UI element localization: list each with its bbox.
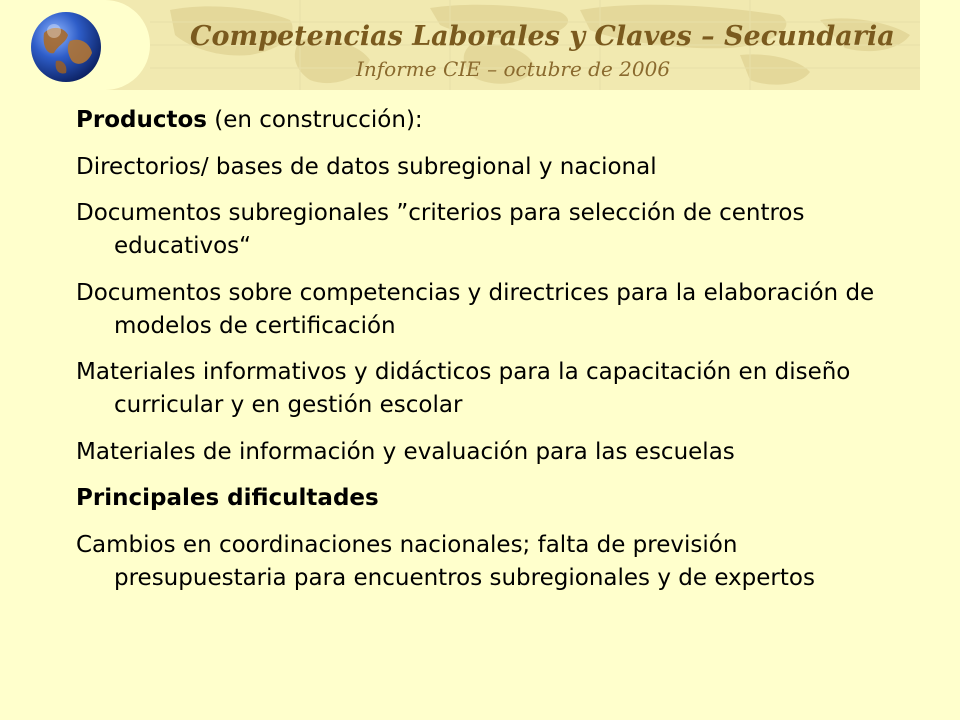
products-heading-rest: (en construcción): [206, 107, 423, 133]
product-item-4: Materiales informativos y didácticos para la capacitación en diseño curricular y en gestión escolar [76, 359, 851, 418]
products-heading-bold: Productos [76, 107, 207, 133]
slide-body [76, 104, 916, 595]
difficulties-text: Cambios en coordinaciones nacionales; falta de previsión presupuestaria para encuentros subregionales y de expertos [76, 532, 815, 591]
product-item-5: Materiales de información y evaluación para las escuelas [76, 439, 735, 465]
page-title: Competencias Laborales y Claves – Secundaria [190, 21, 895, 52]
products-heading [76, 104, 916, 137]
product-item-1: Directorios/ bases de datos subregional y nacional [76, 154, 657, 180]
difficulties-heading: Principales dificultades [76, 485, 379, 511]
product-item-2: Documentos subregionales ”criterios para selección de centros educativos“ [76, 200, 805, 259]
globe-icon [30, 11, 102, 83]
page-subtitle: Informe CIE – octubre de 2006 [356, 57, 671, 81]
product-item-3: Documentos sobre competencias y directrices para la elaboración de modelos de certificación [76, 280, 875, 339]
